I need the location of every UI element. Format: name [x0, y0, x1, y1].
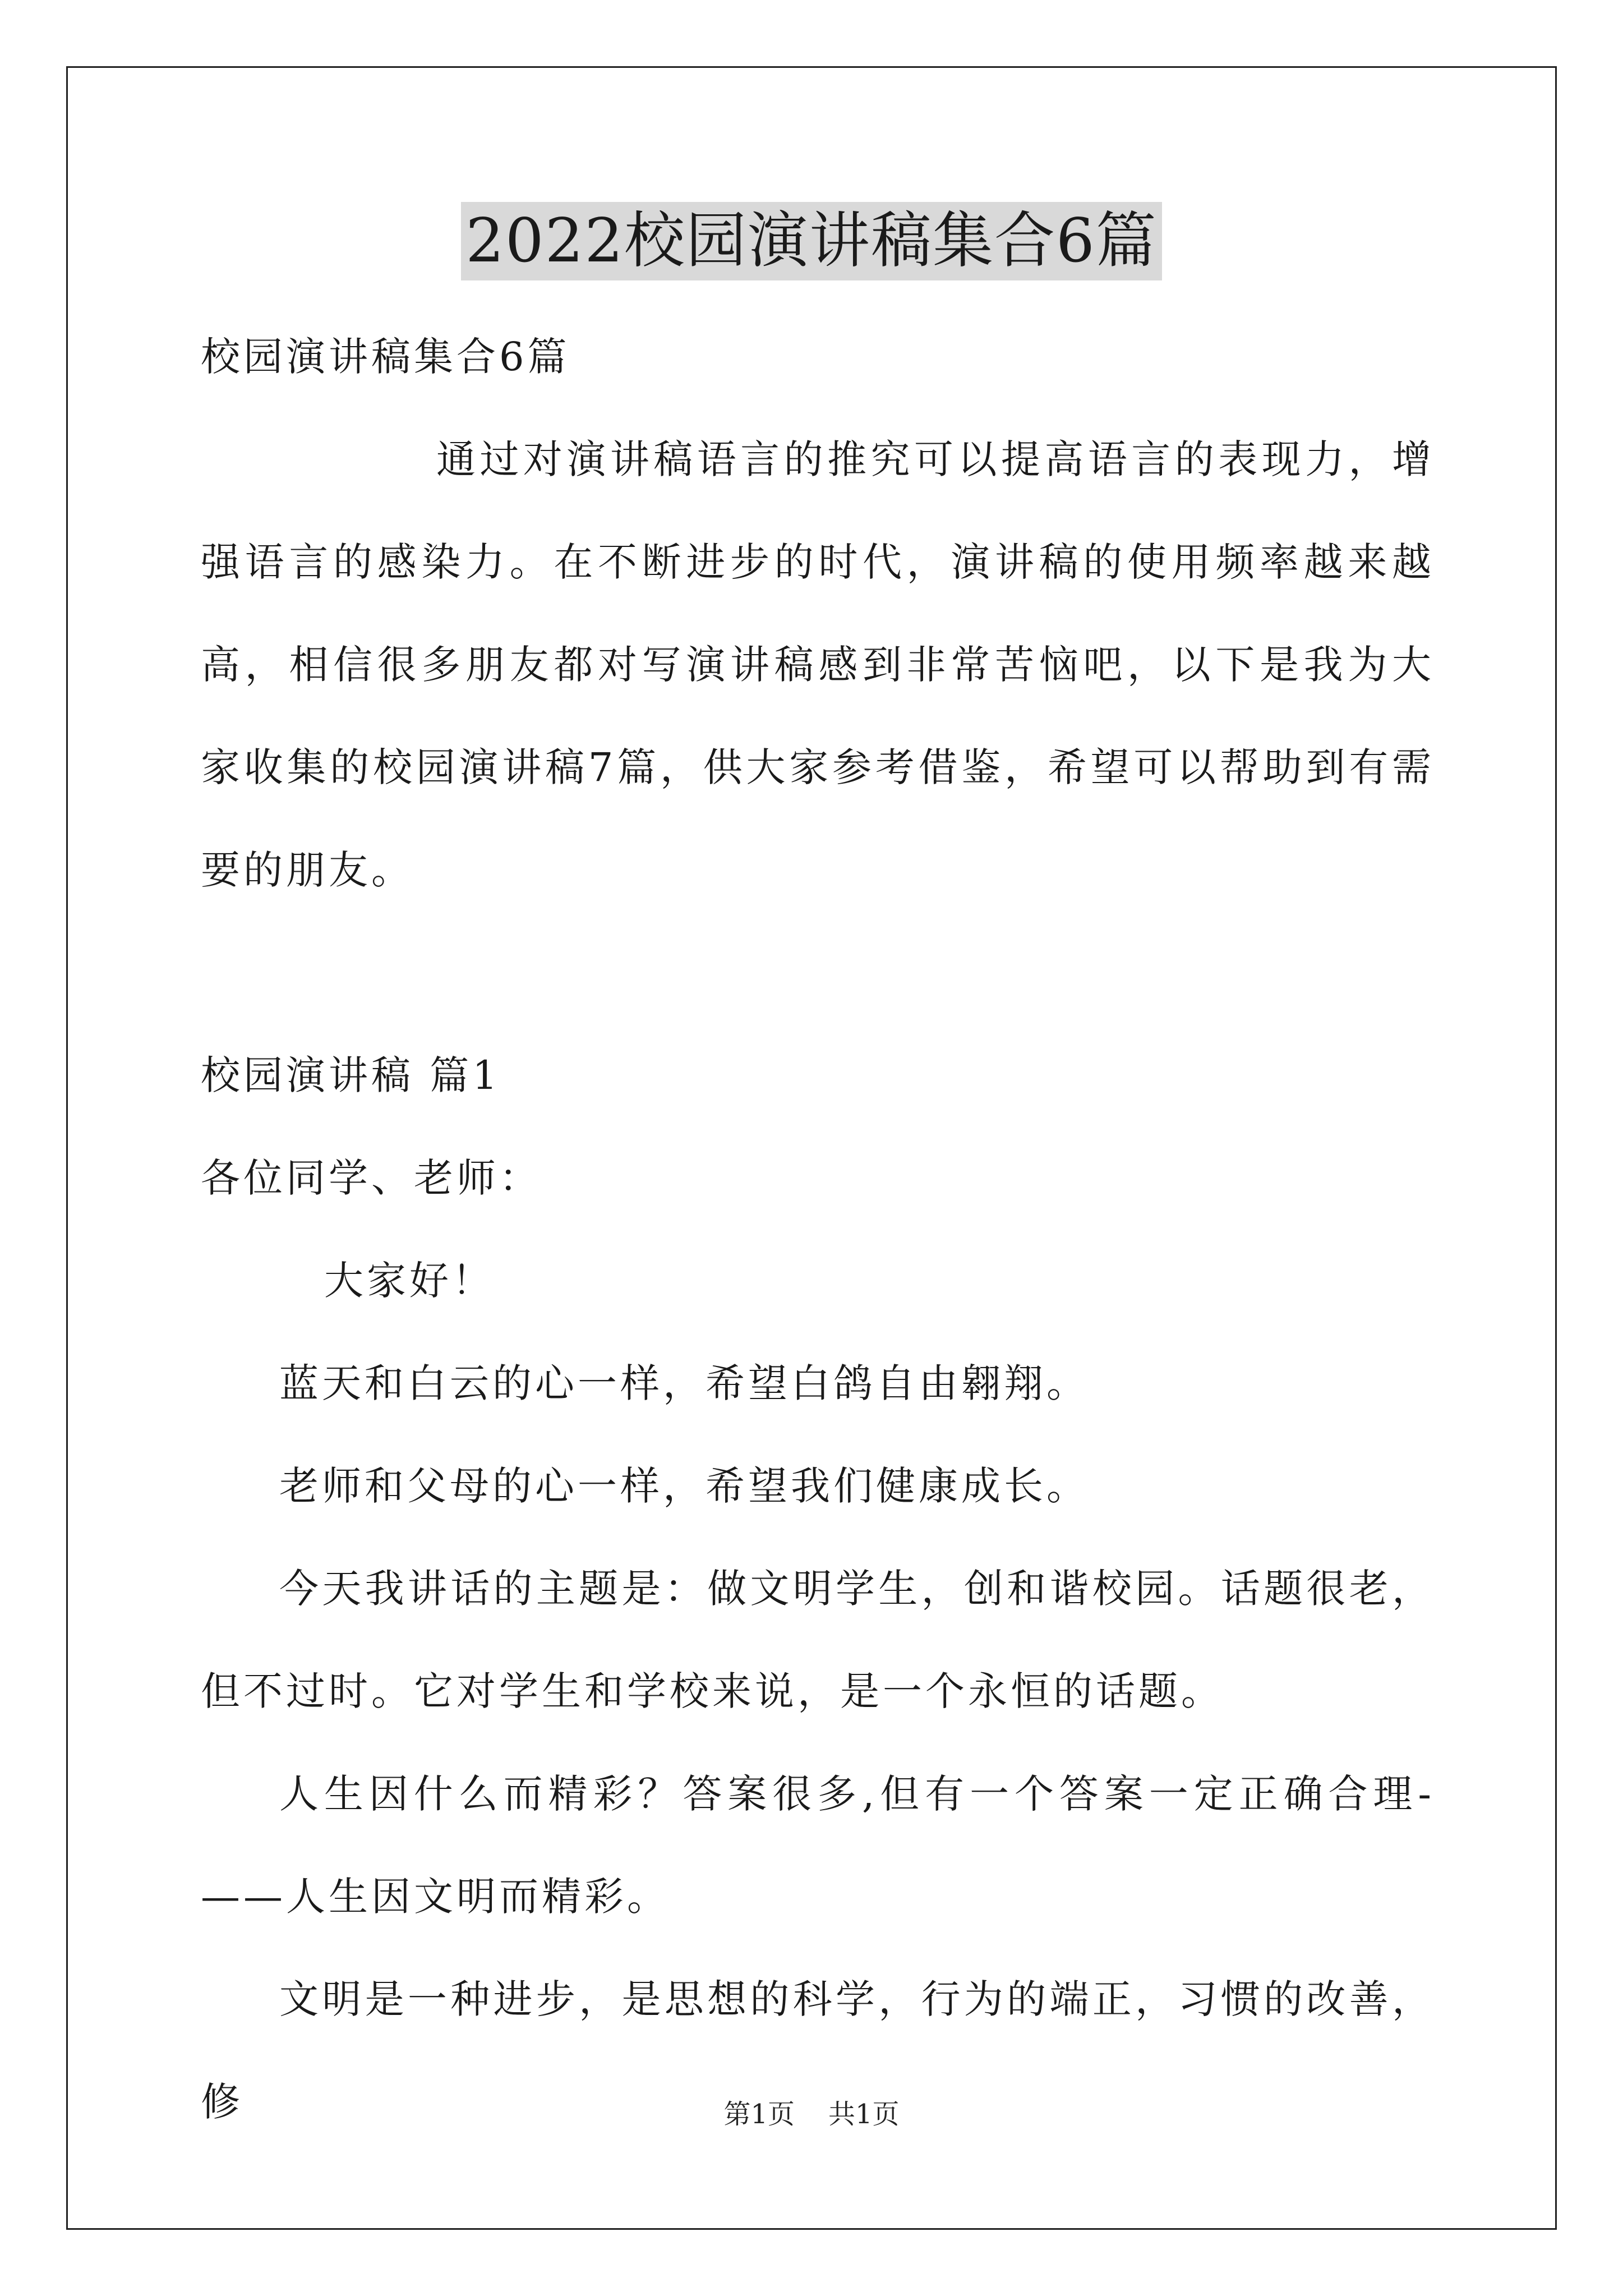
blank-line: [201, 922, 1435, 1024]
document-title: 2022校园演讲稿集合6篇: [461, 202, 1162, 280]
body-paragraph-2: 老师和父母的心一样，希望我们健康成长。: [279, 1463, 1089, 1509]
intro-paragraph: 通过对演讲稿语言的推究可以提高语言的表现力，增强语言的感染力。在不断进步的时代，演讲稿的使用频率越来越高，相信很多朋友都对写演讲稿感到非常苦恼吧，以下是我为大家收集的校园演讲稿7篇，供大家参考借鉴，希望可以帮助到有需要的朋友。: [201, 436, 1435, 893]
body-paragraph-1: 蓝天和白云的心一样，希望白鸽自由翱翔。: [279, 1360, 1089, 1406]
page-footer: [0, 2092, 1623, 2131]
body-paragraph-3: 今天我讲话的主题是：做文明学生，创和谐校园。话题很老，但不过时。它对学生和学校来说，是一个永恒的话题。: [201, 1566, 1435, 1714]
salutation: 各位同学、老师：: [201, 1155, 542, 1201]
body-paragraph-5: 文明是一种进步，是思想的科学，行为的端正，习惯的改善，修: [201, 1976, 1435, 2125]
document-body: [201, 306, 1435, 2154]
greeting: 大家好！: [324, 1258, 495, 1304]
document-subtitle: 校园演讲稿集合6篇: [201, 334, 570, 380]
page-number: 第1页: [723, 2099, 795, 2130]
body-paragraph-4: 人生因什么而精彩？答案很多,但有一个答案一定正确合理-——人生因文明而精彩。: [201, 1771, 1435, 1920]
title-wrap: [0, 202, 1623, 280]
section-heading: 校园演讲稿 篇1: [201, 1052, 501, 1098]
page-total: 共1页: [828, 2099, 900, 2130]
